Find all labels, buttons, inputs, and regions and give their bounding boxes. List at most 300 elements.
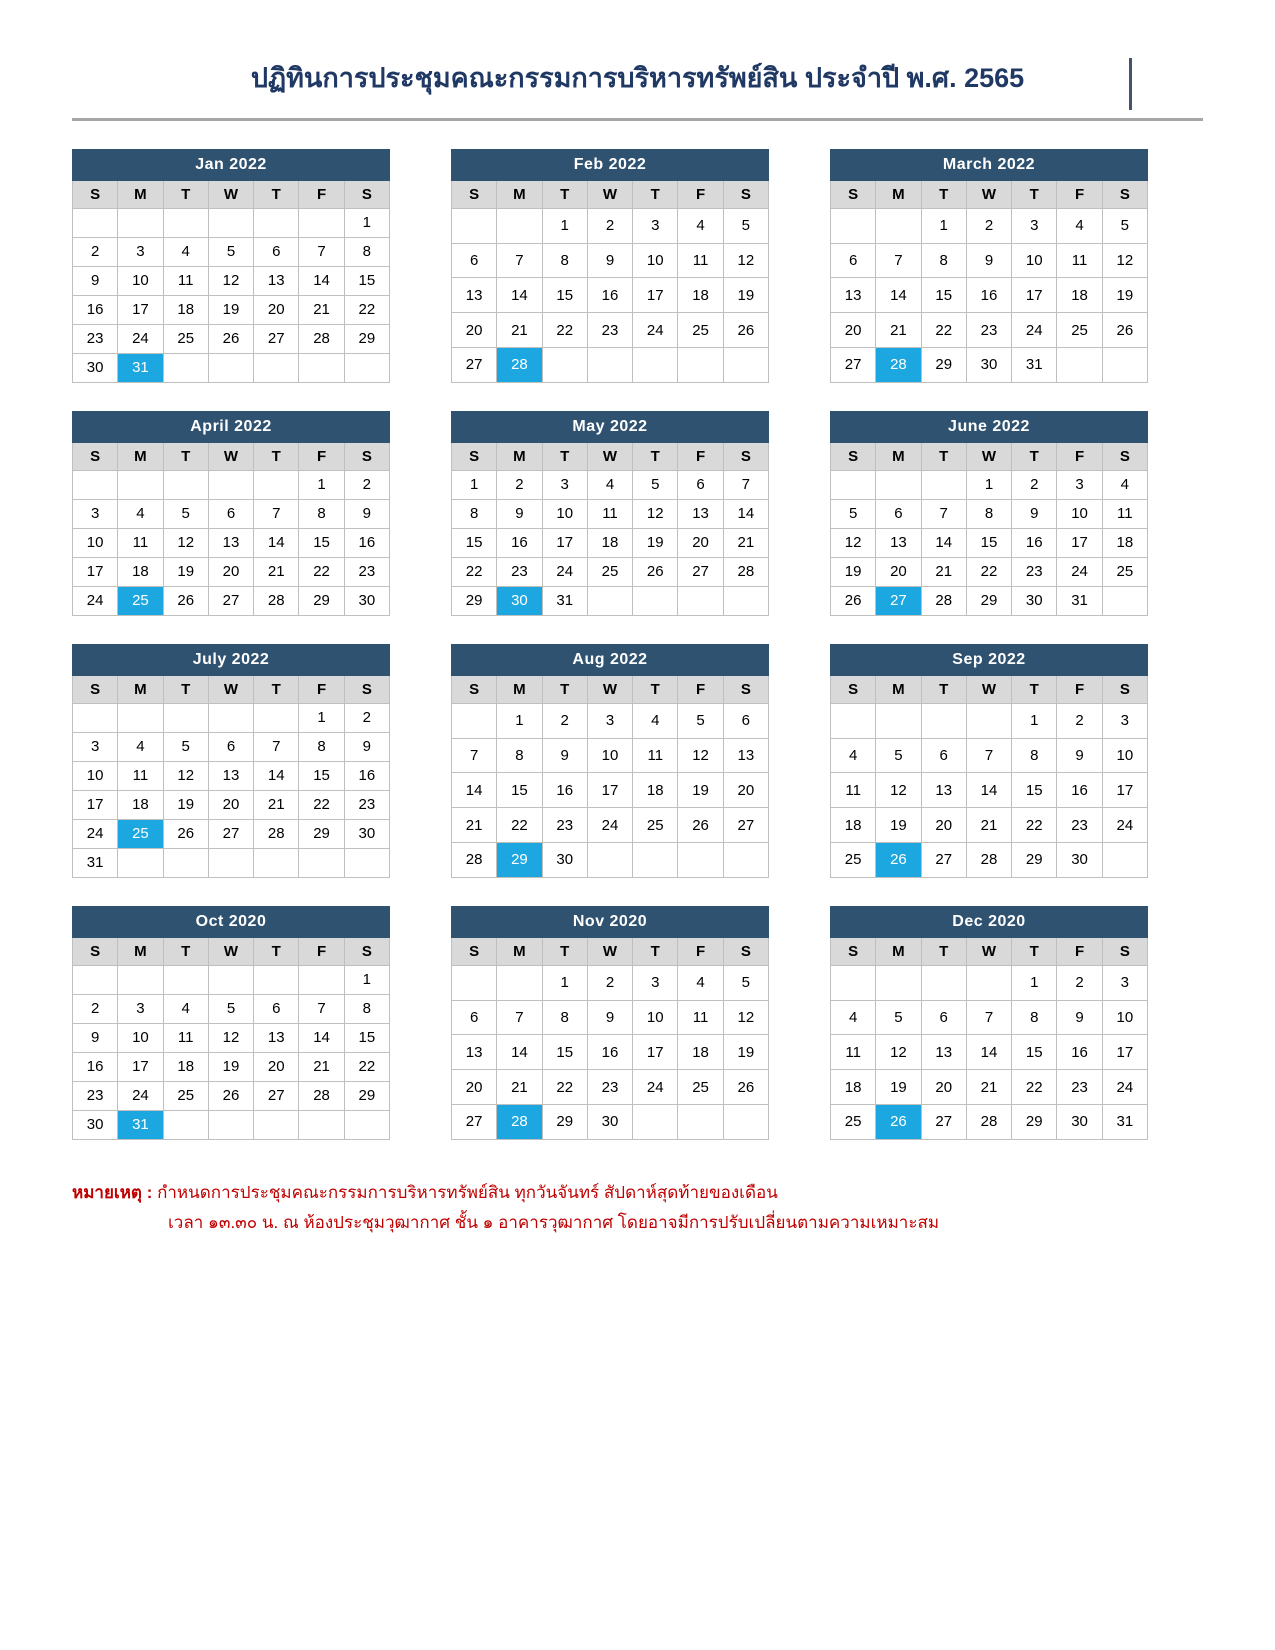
day-cell[interactable]: 4: [633, 703, 678, 738]
day-cell[interactable]: 14: [921, 528, 966, 557]
day-cell[interactable]: 30: [542, 842, 587, 877]
day-cell[interactable]: 20: [678, 528, 723, 557]
day-cell[interactable]: 11: [1057, 243, 1102, 278]
day-cell[interactable]: 27: [208, 586, 253, 615]
day-cell[interactable]: 12: [831, 528, 876, 557]
day-cell[interactable]: 7: [966, 738, 1011, 773]
day-cell[interactable]: 20: [254, 1052, 299, 1081]
day-cell[interactable]: 25: [163, 1081, 208, 1110]
day-cell[interactable]: 30: [587, 1104, 632, 1139]
day-cell[interactable]: 27: [208, 819, 253, 848]
day-cell[interactable]: 12: [678, 738, 723, 773]
day-cell[interactable]: 7: [723, 470, 768, 499]
day-cell[interactable]: 8: [542, 1000, 587, 1035]
day-cell[interactable]: 10: [542, 499, 587, 528]
day-cell[interactable]: 26: [163, 586, 208, 615]
day-cell[interactable]: 24: [73, 586, 118, 615]
day-cell[interactable]: 20: [208, 557, 253, 586]
day-cell[interactable]: 28: [921, 586, 966, 615]
day-cell[interactable]: 18: [678, 1035, 723, 1070]
day-cell[interactable]: 29: [921, 347, 966, 382]
day-cell[interactable]: 29: [452, 586, 497, 615]
day-cell[interactable]: 27: [678, 557, 723, 586]
day-cell[interactable]: 21: [254, 790, 299, 819]
day-cell[interactable]: 8: [497, 738, 542, 773]
meeting-day-cell[interactable]: 31: [118, 353, 163, 382]
day-cell[interactable]: 29: [344, 1081, 389, 1110]
day-cell[interactable]: 3: [73, 732, 118, 761]
day-cell[interactable]: 17: [73, 557, 118, 586]
day-cell[interactable]: 25: [587, 557, 632, 586]
day-cell[interactable]: 10: [633, 243, 678, 278]
day-cell[interactable]: 7: [966, 1000, 1011, 1035]
day-cell[interactable]: 8: [344, 237, 389, 266]
day-cell[interactable]: 21: [921, 557, 966, 586]
day-cell[interactable]: 18: [118, 557, 163, 586]
day-cell[interactable]: 2: [344, 470, 389, 499]
day-cell[interactable]: 5: [876, 738, 921, 773]
day-cell[interactable]: 6: [452, 1000, 497, 1035]
day-cell[interactable]: 30: [1012, 586, 1057, 615]
day-cell[interactable]: 16: [966, 278, 1011, 313]
day-cell[interactable]: 13: [452, 1035, 497, 1070]
day-cell[interactable]: 28: [254, 586, 299, 615]
meeting-day-cell[interactable]: 27: [876, 586, 921, 615]
day-cell[interactable]: 1: [966, 470, 1011, 499]
day-cell[interactable]: 8: [299, 732, 344, 761]
meeting-day-cell[interactable]: 28: [876, 347, 921, 382]
day-cell[interactable]: 31: [542, 586, 587, 615]
day-cell[interactable]: 4: [163, 994, 208, 1023]
day-cell[interactable]: 23: [73, 324, 118, 353]
day-cell[interactable]: 18: [831, 1070, 876, 1105]
day-cell[interactable]: 9: [1057, 1000, 1102, 1035]
day-cell[interactable]: 15: [344, 266, 389, 295]
day-cell[interactable]: 22: [299, 790, 344, 819]
day-cell[interactable]: 19: [633, 528, 678, 557]
day-cell[interactable]: 6: [678, 470, 723, 499]
meeting-day-cell[interactable]: 29: [497, 842, 542, 877]
day-cell[interactable]: 27: [254, 1081, 299, 1110]
day-cell[interactable]: 4: [831, 738, 876, 773]
day-cell[interactable]: 18: [118, 790, 163, 819]
day-cell[interactable]: 19: [876, 808, 921, 843]
day-cell[interactable]: 21: [497, 313, 542, 348]
day-cell[interactable]: 16: [73, 1052, 118, 1081]
day-cell[interactable]: 22: [1012, 1070, 1057, 1105]
day-cell[interactable]: 9: [344, 732, 389, 761]
day-cell[interactable]: 9: [344, 499, 389, 528]
day-cell[interactable]: 16: [73, 295, 118, 324]
day-cell[interactable]: 4: [163, 237, 208, 266]
day-cell[interactable]: 19: [723, 1035, 768, 1070]
day-cell[interactable]: 30: [344, 819, 389, 848]
day-cell[interactable]: 31: [1057, 586, 1102, 615]
day-cell[interactable]: 2: [497, 470, 542, 499]
day-cell[interactable]: 8: [1012, 1000, 1057, 1035]
day-cell[interactable]: 11: [633, 738, 678, 773]
day-cell[interactable]: 15: [452, 528, 497, 557]
day-cell[interactable]: 27: [921, 1104, 966, 1139]
day-cell[interactable]: 2: [73, 237, 118, 266]
day-cell[interactable]: 27: [452, 347, 497, 382]
day-cell[interactable]: 6: [921, 1000, 966, 1035]
day-cell[interactable]: 1: [299, 470, 344, 499]
day-cell[interactable]: 28: [452, 842, 497, 877]
day-cell[interactable]: 2: [1057, 703, 1102, 738]
day-cell[interactable]: 15: [299, 528, 344, 557]
day-cell[interactable]: 30: [1057, 1104, 1102, 1139]
day-cell[interactable]: 14: [497, 278, 542, 313]
day-cell[interactable]: 26: [208, 1081, 253, 1110]
day-cell[interactable]: 12: [163, 761, 208, 790]
day-cell[interactable]: 7: [254, 732, 299, 761]
day-cell[interactable]: 19: [678, 773, 723, 808]
day-cell[interactable]: 18: [1102, 528, 1147, 557]
day-cell[interactable]: 20: [921, 808, 966, 843]
day-cell[interactable]: 30: [344, 586, 389, 615]
day-cell[interactable]: 7: [254, 499, 299, 528]
day-cell[interactable]: 19: [1102, 278, 1147, 313]
day-cell[interactable]: 28: [299, 1081, 344, 1110]
day-cell[interactable]: 3: [1012, 208, 1057, 243]
day-cell[interactable]: 2: [73, 994, 118, 1023]
meeting-day-cell[interactable]: 31: [118, 1110, 163, 1139]
day-cell[interactable]: 23: [587, 1070, 632, 1105]
day-cell[interactable]: 15: [542, 1035, 587, 1070]
day-cell[interactable]: 30: [966, 347, 1011, 382]
day-cell[interactable]: 23: [344, 790, 389, 819]
day-cell[interactable]: 16: [1012, 528, 1057, 557]
day-cell[interactable]: 3: [542, 470, 587, 499]
day-cell[interactable]: 26: [633, 557, 678, 586]
day-cell[interactable]: 11: [831, 773, 876, 808]
day-cell[interactable]: 16: [542, 773, 587, 808]
day-cell[interactable]: 8: [542, 243, 587, 278]
day-cell[interactable]: 18: [633, 773, 678, 808]
day-cell[interactable]: 29: [1012, 842, 1057, 877]
day-cell[interactable]: 16: [1057, 1035, 1102, 1070]
day-cell[interactable]: 20: [254, 295, 299, 324]
day-cell[interactable]: 13: [876, 528, 921, 557]
day-cell[interactable]: 14: [254, 528, 299, 557]
day-cell[interactable]: 21: [876, 313, 921, 348]
day-cell[interactable]: 14: [299, 266, 344, 295]
day-cell[interactable]: 21: [966, 1070, 1011, 1105]
day-cell[interactable]: 22: [344, 1052, 389, 1081]
day-cell[interactable]: 1: [497, 703, 542, 738]
day-cell[interactable]: 16: [587, 1035, 632, 1070]
day-cell[interactable]: 6: [723, 703, 768, 738]
day-cell[interactable]: 29: [299, 586, 344, 615]
day-cell[interactable]: 4: [678, 208, 723, 243]
day-cell[interactable]: 17: [587, 773, 632, 808]
day-cell[interactable]: 29: [966, 586, 1011, 615]
day-cell[interactable]: 12: [1102, 243, 1147, 278]
day-cell[interactable]: 15: [966, 528, 1011, 557]
day-cell[interactable]: 11: [163, 266, 208, 295]
day-cell[interactable]: 16: [587, 278, 632, 313]
day-cell[interactable]: 20: [921, 1070, 966, 1105]
day-cell[interactable]: 11: [831, 1035, 876, 1070]
meeting-day-cell[interactable]: 26: [876, 842, 921, 877]
day-cell[interactable]: 25: [1102, 557, 1147, 586]
day-cell[interactable]: 18: [1057, 278, 1102, 313]
day-cell[interactable]: 2: [344, 703, 389, 732]
day-cell[interactable]: 19: [876, 1070, 921, 1105]
day-cell[interactable]: 26: [831, 586, 876, 615]
day-cell[interactable]: 10: [587, 738, 632, 773]
day-cell[interactable]: 14: [299, 1023, 344, 1052]
day-cell[interactable]: 29: [344, 324, 389, 353]
day-cell[interactable]: 22: [542, 1070, 587, 1105]
day-cell[interactable]: 26: [163, 819, 208, 848]
day-cell[interactable]: 10: [1057, 499, 1102, 528]
day-cell[interactable]: 5: [831, 499, 876, 528]
day-cell[interactable]: 23: [1012, 557, 1057, 586]
day-cell[interactable]: 21: [254, 557, 299, 586]
day-cell[interactable]: 3: [633, 208, 678, 243]
day-cell[interactable]: 25: [1057, 313, 1102, 348]
day-cell[interactable]: 19: [723, 278, 768, 313]
day-cell[interactable]: 17: [1012, 278, 1057, 313]
day-cell[interactable]: 27: [452, 1104, 497, 1139]
day-cell[interactable]: 2: [587, 208, 632, 243]
day-cell[interactable]: 17: [1102, 773, 1147, 808]
day-cell[interactable]: 26: [208, 324, 253, 353]
day-cell[interactable]: 10: [118, 1023, 163, 1052]
day-cell[interactable]: 15: [497, 773, 542, 808]
day-cell[interactable]: 5: [163, 499, 208, 528]
day-cell[interactable]: 30: [1057, 842, 1102, 877]
day-cell[interactable]: 25: [163, 324, 208, 353]
day-cell[interactable]: 25: [678, 313, 723, 348]
day-cell[interactable]: 5: [208, 237, 253, 266]
day-cell[interactable]: 14: [876, 278, 921, 313]
day-cell[interactable]: 15: [921, 278, 966, 313]
day-cell[interactable]: 6: [254, 237, 299, 266]
day-cell[interactable]: 24: [1102, 808, 1147, 843]
day-cell[interactable]: 1: [299, 703, 344, 732]
day-cell[interactable]: 26: [723, 313, 768, 348]
day-cell[interactable]: 29: [542, 1104, 587, 1139]
day-cell[interactable]: 14: [966, 773, 1011, 808]
day-cell[interactable]: 7: [497, 1000, 542, 1035]
day-cell[interactable]: 9: [497, 499, 542, 528]
day-cell[interactable]: 21: [497, 1070, 542, 1105]
day-cell[interactable]: 3: [587, 703, 632, 738]
day-cell[interactable]: 7: [876, 243, 921, 278]
day-cell[interactable]: 30: [73, 353, 118, 382]
day-cell[interactable]: 28: [299, 324, 344, 353]
day-cell[interactable]: 13: [921, 773, 966, 808]
day-cell[interactable]: 27: [723, 808, 768, 843]
day-cell[interactable]: 1: [344, 208, 389, 237]
day-cell[interactable]: 9: [1057, 738, 1102, 773]
meeting-day-cell[interactable]: 25: [118, 819, 163, 848]
day-cell[interactable]: 24: [118, 324, 163, 353]
day-cell[interactable]: 12: [163, 528, 208, 557]
day-cell[interactable]: 28: [966, 1104, 1011, 1139]
day-cell[interactable]: 4: [678, 965, 723, 1000]
day-cell[interactable]: 13: [831, 278, 876, 313]
day-cell[interactable]: 14: [254, 761, 299, 790]
day-cell[interactable]: 25: [678, 1070, 723, 1105]
day-cell[interactable]: 24: [633, 313, 678, 348]
day-cell[interactable]: 8: [344, 994, 389, 1023]
day-cell[interactable]: 17: [1057, 528, 1102, 557]
day-cell[interactable]: 13: [723, 738, 768, 773]
day-cell[interactable]: 23: [1057, 808, 1102, 843]
day-cell[interactable]: 26: [678, 808, 723, 843]
day-cell[interactable]: 2: [966, 208, 1011, 243]
day-cell[interactable]: 18: [587, 528, 632, 557]
day-cell[interactable]: 6: [208, 732, 253, 761]
day-cell[interactable]: 4: [1057, 208, 1102, 243]
day-cell[interactable]: 27: [831, 347, 876, 382]
day-cell[interactable]: 12: [208, 1023, 253, 1052]
day-cell[interactable]: 22: [542, 313, 587, 348]
day-cell[interactable]: 8: [966, 499, 1011, 528]
day-cell[interactable]: 24: [1057, 557, 1102, 586]
day-cell[interactable]: 8: [452, 499, 497, 528]
day-cell[interactable]: 1: [452, 470, 497, 499]
day-cell[interactable]: 31: [1012, 347, 1057, 382]
day-cell[interactable]: 26: [723, 1070, 768, 1105]
day-cell[interactable]: 16: [344, 761, 389, 790]
day-cell[interactable]: 23: [344, 557, 389, 586]
day-cell[interactable]: 24: [587, 808, 632, 843]
day-cell[interactable]: 20: [208, 790, 253, 819]
day-cell[interactable]: 21: [966, 808, 1011, 843]
day-cell[interactable]: 5: [723, 208, 768, 243]
day-cell[interactable]: 1: [1012, 703, 1057, 738]
day-cell[interactable]: 5: [1102, 208, 1147, 243]
day-cell[interactable]: 15: [1012, 773, 1057, 808]
day-cell[interactable]: 19: [208, 1052, 253, 1081]
day-cell[interactable]: 23: [542, 808, 587, 843]
day-cell[interactable]: 11: [587, 499, 632, 528]
day-cell[interactable]: 23: [1057, 1070, 1102, 1105]
day-cell[interactable]: 24: [1102, 1070, 1147, 1105]
day-cell[interactable]: 2: [542, 703, 587, 738]
day-cell[interactable]: 16: [1057, 773, 1102, 808]
day-cell[interactable]: 5: [723, 965, 768, 1000]
day-cell[interactable]: 13: [254, 266, 299, 295]
day-cell[interactable]: 10: [73, 528, 118, 557]
day-cell[interactable]: 11: [118, 528, 163, 557]
day-cell[interactable]: 17: [633, 278, 678, 313]
day-cell[interactable]: 9: [587, 243, 632, 278]
day-cell[interactable]: 3: [1102, 703, 1147, 738]
day-cell[interactable]: 9: [587, 1000, 632, 1035]
day-cell[interactable]: 8: [299, 499, 344, 528]
day-cell[interactable]: 27: [254, 324, 299, 353]
day-cell[interactable]: 4: [831, 1000, 876, 1035]
day-cell[interactable]: 12: [633, 499, 678, 528]
day-cell[interactable]: 23: [587, 313, 632, 348]
day-cell[interactable]: 10: [633, 1000, 678, 1035]
day-cell[interactable]: 14: [497, 1035, 542, 1070]
day-cell[interactable]: 18: [163, 295, 208, 324]
day-cell[interactable]: 26: [1102, 313, 1147, 348]
meeting-day-cell[interactable]: 30: [497, 586, 542, 615]
day-cell[interactable]: 11: [678, 243, 723, 278]
day-cell[interactable]: 23: [966, 313, 1011, 348]
day-cell[interactable]: 12: [208, 266, 253, 295]
day-cell[interactable]: 6: [254, 994, 299, 1023]
day-cell[interactable]: 21: [723, 528, 768, 557]
day-cell[interactable]: 23: [73, 1081, 118, 1110]
meeting-day-cell[interactable]: 26: [876, 1104, 921, 1139]
day-cell[interactable]: 6: [876, 499, 921, 528]
day-cell[interactable]: 22: [921, 313, 966, 348]
day-cell[interactable]: 3: [118, 994, 163, 1023]
day-cell[interactable]: 2: [1057, 965, 1102, 1000]
day-cell[interactable]: 12: [723, 1000, 768, 1035]
day-cell[interactable]: 20: [452, 1070, 497, 1105]
day-cell[interactable]: 4: [1102, 470, 1147, 499]
day-cell[interactable]: 30: [73, 1110, 118, 1139]
day-cell[interactable]: 20: [876, 557, 921, 586]
day-cell[interactable]: 14: [452, 773, 497, 808]
day-cell[interactable]: 5: [678, 703, 723, 738]
day-cell[interactable]: 1: [1012, 965, 1057, 1000]
day-cell[interactable]: 24: [633, 1070, 678, 1105]
day-cell[interactable]: 13: [452, 278, 497, 313]
day-cell[interactable]: 13: [208, 528, 253, 557]
day-cell[interactable]: 24: [118, 1081, 163, 1110]
day-cell[interactable]: 19: [163, 790, 208, 819]
day-cell[interactable]: 9: [1012, 499, 1057, 528]
day-cell[interactable]: 9: [73, 266, 118, 295]
day-cell[interactable]: 22: [299, 557, 344, 586]
day-cell[interactable]: 13: [921, 1035, 966, 1070]
day-cell[interactable]: 8: [1012, 738, 1057, 773]
day-cell[interactable]: 2: [587, 965, 632, 1000]
day-cell[interactable]: 27: [921, 842, 966, 877]
day-cell[interactable]: 6: [208, 499, 253, 528]
day-cell[interactable]: 18: [163, 1052, 208, 1081]
day-cell[interactable]: 11: [678, 1000, 723, 1035]
day-cell[interactable]: 9: [73, 1023, 118, 1052]
day-cell[interactable]: 16: [497, 528, 542, 557]
day-cell[interactable]: 4: [587, 470, 632, 499]
day-cell[interactable]: 29: [299, 819, 344, 848]
day-cell[interactable]: 16: [344, 528, 389, 557]
day-cell[interactable]: 2: [1012, 470, 1057, 499]
day-cell[interactable]: 9: [966, 243, 1011, 278]
day-cell[interactable]: 24: [73, 819, 118, 848]
day-cell[interactable]: 31: [73, 848, 118, 877]
day-cell[interactable]: 12: [876, 1035, 921, 1070]
day-cell[interactable]: 1: [542, 208, 587, 243]
day-cell[interactable]: 3: [1102, 965, 1147, 1000]
day-cell[interactable]: 24: [542, 557, 587, 586]
day-cell[interactable]: 4: [118, 499, 163, 528]
day-cell[interactable]: 5: [876, 1000, 921, 1035]
day-cell[interactable]: 22: [966, 557, 1011, 586]
meeting-day-cell[interactable]: 28: [497, 347, 542, 382]
day-cell[interactable]: 28: [723, 557, 768, 586]
day-cell[interactable]: 19: [163, 557, 208, 586]
day-cell[interactable]: 11: [163, 1023, 208, 1052]
day-cell[interactable]: 7: [497, 243, 542, 278]
day-cell[interactable]: 8: [921, 243, 966, 278]
day-cell[interactable]: 10: [73, 761, 118, 790]
day-cell[interactable]: 20: [831, 313, 876, 348]
day-cell[interactable]: 7: [452, 738, 497, 773]
